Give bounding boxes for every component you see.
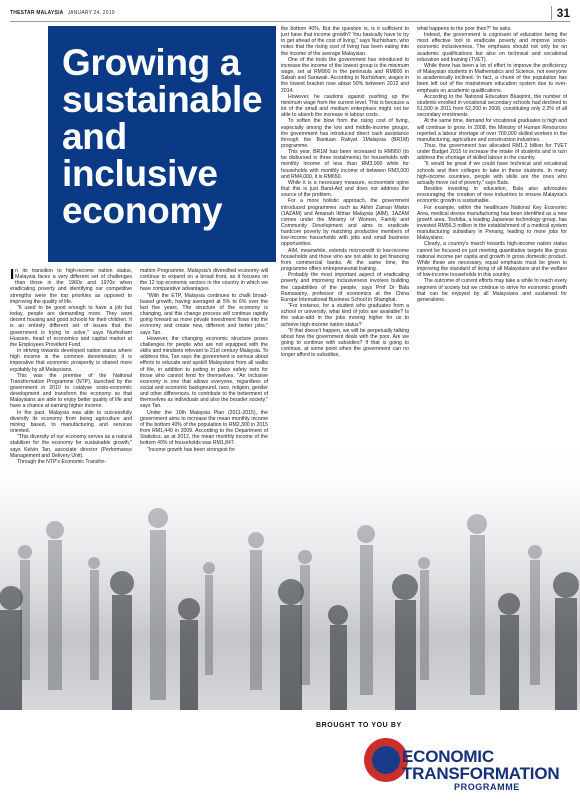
- etp-logo-wordmark: [402, 748, 559, 793]
- paragraph: This year, BR1M has been increased to RM950 (to be disbursed in three instalments) for households with monthly income of less than RM3,000 while for households with monthly income of between RM3,000 and RM4,000, it is RM650.: [281, 149, 409, 180]
- paragraph-text: n its transition to high-income nation status, Malaysia faces a very different set of challenges than those in the 1960s and 1970s when eradicating poverty and identifying our competitive strengths were the top priorities as opposed to improving the quality of life.: [10, 268, 132, 305]
- paragraph: In striving towards developed nation status where high income is the common denominator, it is imperative that economic prosperity is shared more equitably by all Malaysians.: [10, 348, 132, 373]
- page-number: 31: [551, 6, 570, 20]
- paragraph: However, he cautions against pushing up the minimum wage from the current level. This is because a lot of the small and medium enterprises might not be able to absorb the increase in labour costs.: [281, 93, 409, 119]
- paragraph: While there has been a lot of effort to improve the proficiency of Malaysian students in Mathematics and Science, not everyone is academically inclined. In fact, a chunk of the population has been left out of the mainstream education system due to over-emphasis on academic qualifications.: [417, 62, 567, 94]
- brought-to-you-by: BROUGHT TO YOU BY: [316, 722, 402, 729]
- page-header: [10, 6, 570, 22]
- paragraph: "It used to be good enough to have a job but today, people are demanding more. They want decent housing and good schools for their children. It is an entirely different set of issues that the government is trying to solve," says Nurhisham Hussein, head of economics and capital market at the Employees Provident Fund.: [10, 304, 132, 348]
- paragraph: "It would be great if we could have technical and vocational schools and then colleges to take in these students. In many high-income countries, people with skills are the ones who actually move out of poverty," says Bala.: [417, 161, 567, 186]
- article-column-2: [140, 268, 268, 583]
- paragraph: AIM, meanwhile, extends microcredit to low-income households and those who are not able to get financing from commercial banks. At the same time, the programme offers entrepreneurial training.: [281, 247, 409, 273]
- paragraph: One of the tools the government has introduced to increase the income of the lowest group is the minimum wage, set at RM900 in the peninsula and RM800 in Sabah and Sarawak. According to Nurhisham, wages in the lowest bracket rose about 50% between 2012 and 2014.: [281, 56, 409, 94]
- paragraph: [10, 268, 132, 305]
- headline-box: [48, 26, 276, 262]
- sponsor-block: [316, 722, 572, 804]
- etp-logo: [364, 738, 572, 802]
- article-column-3: [281, 26, 409, 586]
- paragraph: "For instance, for a student who graduates from a school or university, what kind of jobs are available? Is the value-add in the jobs moving higher for us to achieve high-income nation status?: [281, 303, 409, 328]
- paragraph: Besides investing in education, Bala also advocates encouraging the creation of new industries to ensure Malaysia's economic growth is sustainable.: [417, 186, 567, 205]
- paragraph: the bottom 40%. But the question is, is it sufficient to just have that income growth? You basically have to try to get ahead of the cost of living," says Nurhisham, who notes that the rising cost of living has been eating into the income of the average Malaysian.: [281, 26, 409, 57]
- paragraph: Clearly, a country's march towards high-income nation status cannot be focused on just meeting quantitative targets like gross national income per capita and growth in gross domestic product. While these are necessary, equal emphasis must be given to improving the standard of living of all Malaysians and the welfare of low-income households in this country.: [417, 241, 567, 279]
- paragraph: At the same time, demand for vocational graduates is high and will continue to grow. In 2008, the Ministry of Human Resources reported a labour shortage of over 700,000 skilled workers in the manufacturing, agriculture and construction industries.: [417, 118, 567, 143]
- article-column-4: [417, 26, 567, 586]
- paragraph: "With the ETP, Malaysia continues to chalk broad-based growth, having averaged at 5% to 6% over the last five years. The structure of the economy is changing, and this change process will continue rapidly going forward as more private investment flows into the economy and create new, different and better jobs," says Tan.: [140, 292, 268, 336]
- logo-line-economic: ECONOMIC: [402, 747, 494, 766]
- paragraph: Thus, the government has allocated RM1.2 billion for TVET under Budget 2015 to increase the intake of students and in turn address the shortage of skilled labour in the country.: [417, 142, 567, 162]
- paragraph: "If that doesn't happen, we will be perpetually talking about how the government deals with the poor. Are we going to continue with subsidies? If that is going to continue, at some point when the government can no longer afford to subsidise,: [281, 327, 409, 359]
- paragraph: what happens to the poor then?" he asks.: [417, 26, 512, 32]
- paragraph: For a more holistic approach, the government introduced programmes such as Akhiri Zaman Miskin (1AZAM) and Amanah Ikhtiar Malaysia (AIM). 1AZAM comes under the Ministry of Women, Family and Community Development and aims to eradicate hardcore poverty by matching productive members of low-income households with jobs and small business opportunities.: [281, 198, 409, 248]
- publication-line: [10, 10, 115, 16]
- paragraph: The outcome of current efforts may take a while to reach every segment of society but we continue to strive for economic growth that can be enjoyed by all Malaysians and sustained for generations.: [417, 278, 567, 303]
- article-column-1: [10, 268, 132, 583]
- publication-date: JANUARY 24, 2019: [67, 10, 115, 16]
- paragraph: In the past, Malaysia was able to successfully diversify its economy from being agriculture and mining based, to manufacturing and services oriented.: [10, 409, 132, 435]
- paragraph: Under the 10th Malaysia Plan (2011-2015), the government aims to increase the mean monthly income of the bottom 40% of the population to RM2,300 in 2015 from RM1,440 in 2009. According to the Department of Statistics, as at 2012, the mean monthly income of the bottom 40% of households was RM1,847.: [140, 409, 268, 447]
- paragraph: Probably the most important aspect of eradicating poverty and improving inclusiveness involves building the capabilities of the people, says Prof Dr Bala Ramasamy, professor of economics at the China Europe International Business School in Shanghai.: [281, 272, 409, 303]
- paragraph: "Income growth has been strongest for: [147, 446, 236, 453]
- logo-line-programme: PROGRAMME: [454, 782, 520, 792]
- headline: Growing a sustainable and inclusive economy: [62, 42, 263, 231]
- paragraph: Indeed, the government is cognisant of education being the most effective tool to eradicate poverty and improve socio-economic inclusiveness. The emphasis should not only be on academic qualifications but also on technical and vocational education and training (TVET).: [417, 32, 567, 63]
- paragraph: "This diversity of our economy serves as a natural stabiliser for the economy for sustainable growth," says Kelvin Tan, associate director (Performance Management and Delivery Unit).: [10, 434, 132, 459]
- publication-name: THESTAR MALAYSIA: [10, 10, 64, 16]
- paragraph: mation Programme, Malaysia's diversified economy will continue to expand on a broad front, as it focuses on the 12 top economic sectors in the country in which we have comparative advantages.: [140, 268, 268, 293]
- logo-line-transformation: TRANSFORMATION: [402, 764, 560, 783]
- paragraph: However, the changing economic structure poses challenges for people who are not equipped with the skills and mindsets relevant to 21st century Malaysia. To address this, Tan says the government is serious about efforts to educate and upskill Malaysians from all walks of life, in addition to putting in place safety nets for those who cannot fend for themselves. "An inclusive economy is one that allows everyone, regardless of social and economic background, race, religion, gender and other differences, to contribute to the betterment of themselves as individuals and also the broader society," says Tan.: [140, 335, 268, 410]
- paragraph: To soften the blow from the rising cost of living, especially among the low and middle-income groups, the government has introduced direct cash assistance through the Bantuan Rakyat 1Malaysia (BR1M) programme.: [281, 118, 409, 149]
- paragraph: While it is a necessary measure, economists opine that this is just Band-Aid and does not address the source of the problem.: [281, 179, 409, 199]
- drop-cap: I: [10, 268, 15, 283]
- paragraph: According to the National Education Blueprint, the number of students enrolled in vocational secondary schools had declined to 51,500 in 2011 from 62,200 in 2008, constituting only 2.2% of all secondary enrolments.: [417, 93, 567, 119]
- paragraph: This was the premise of the National Transformation Programme (NTP), launched by the government in 2010 to catalyse socio-economic development and transform the economy so that Malaysians are able to enjoy better quality of life and have a chance at earning higher income.: [10, 372, 132, 410]
- paragraph: Through the NTP's Economic Transfor-: [17, 458, 106, 465]
- paragraph: For example, within the healthcare National Key Economic Area, medical device manufacturing has been identified as a new growth area. Toshiba, a leading Japanese technology group, has invested RM56.3 million in the establishment of a medical system manufacturing subsidiary in Penang, leading to more jobs for Malaysians.: [417, 204, 567, 242]
